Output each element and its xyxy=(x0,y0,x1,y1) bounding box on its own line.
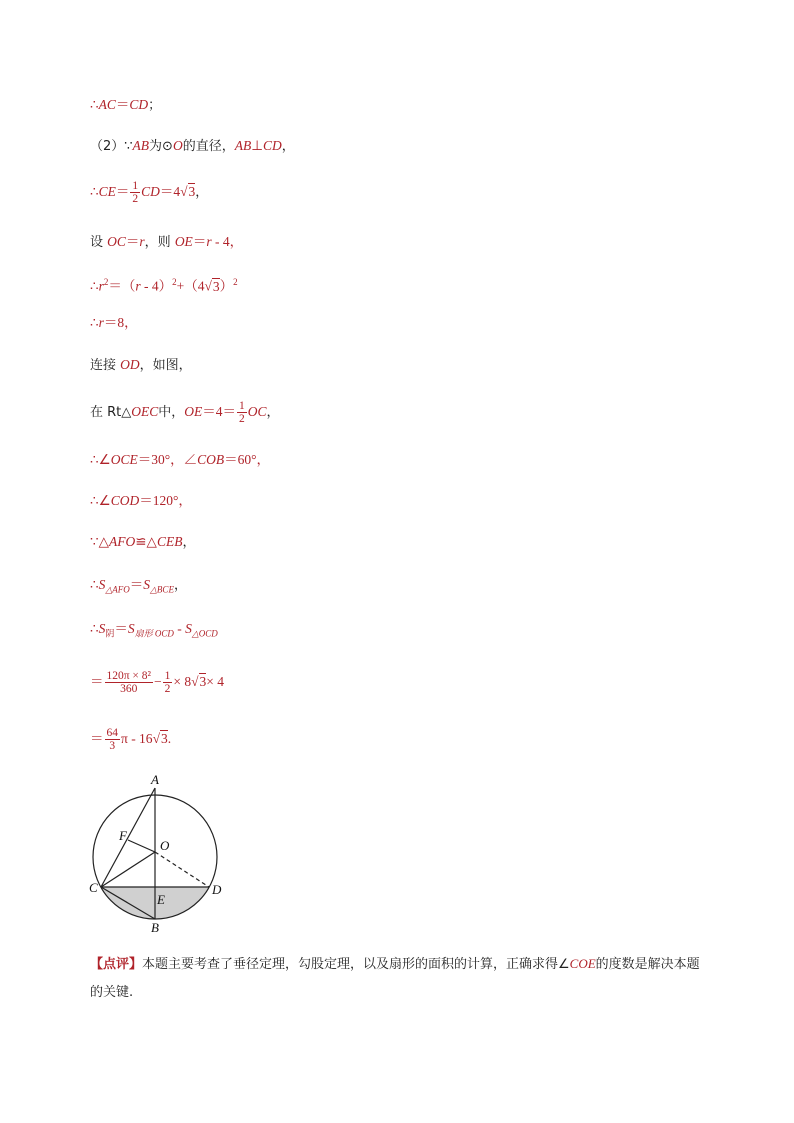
fraction-half: $\frac{1}{2}$ xyxy=(164,670,171,695)
geometry-figure xyxy=(85,772,235,934)
label-a: A xyxy=(151,772,159,787)
fraction-half: $\frac{1}{2}$ xyxy=(132,180,139,205)
segment-fo xyxy=(128,840,155,852)
fraction-sector-area: $\frac{\text{120π × 8²}}{360}$ xyxy=(106,670,151,695)
comment-paragraph: 【点评】本题主要考查了垂径定理，勾股定理，以及扇形的面积的计算，正确求得∠COE的度数是解决本题的关键. xyxy=(90,956,700,1000)
label-f: F xyxy=(119,828,127,843)
solution-line-13: $\therefore S_阴=S_{扇形 OCD} - S_{\triangle OCD}$ xyxy=(90,621,218,640)
solution-line-3: ∴CE＝ $\frac{1}{2}$ CD＝4√3， xyxy=(90,180,209,205)
segment-ca xyxy=(101,788,155,887)
fraction-half: $\frac{1}{2}$ xyxy=(239,400,245,425)
solution-line-8: 在 Rt△OEC中，OE＝4＝ $\frac{1}{2}$ OC， xyxy=(90,400,280,425)
solution-line-4: 设 OC＝r，则 OE＝r - 4， xyxy=(90,234,244,250)
segment-co xyxy=(101,852,155,887)
label-e: E xyxy=(157,892,165,907)
solution-line-11: ∵△AFO≌△CEB， xyxy=(90,534,196,550)
fraction-64-3: $\frac{64}{3}$ xyxy=(106,727,118,752)
label-d: D xyxy=(212,882,222,897)
solution-line-2: （2）∵AB为⊙O的直径，AB⊥CD， xyxy=(90,138,295,154)
segment-od xyxy=(155,852,209,887)
label-c: C xyxy=(89,880,98,895)
solution-line-9: ∴∠OCE＝30°，∠COB＝60°， xyxy=(90,452,271,467)
solution-line-10: ∴∠COD＝120°， xyxy=(90,493,192,508)
comment-tag: 【点评】 xyxy=(90,957,143,972)
label-b: B xyxy=(151,920,159,934)
solution-line-7: 连接 OD，如图， xyxy=(90,357,192,373)
label-o: O xyxy=(160,838,170,853)
solution-line-5: $\therefore r^2=(r - 4)^2+(4√3)^2$ xyxy=(90,277,238,294)
solution-line-6: ∴r＝8， xyxy=(90,315,138,330)
solution-line-1: ∴AC＝CD； xyxy=(90,97,162,113)
solution-line-14: ＝ $\frac{\text{120π × 8²}}{360}$ − $\frac{1}{2}$ × 8√3× 4 xyxy=(90,670,225,695)
solution-line-15: ＝ $\frac{64}{3}$ π - 16√3. xyxy=(90,727,172,752)
solution-line-12: $\therefore S_{\triangle AFO}=S_{\triangle BCE}$， xyxy=(90,577,187,595)
